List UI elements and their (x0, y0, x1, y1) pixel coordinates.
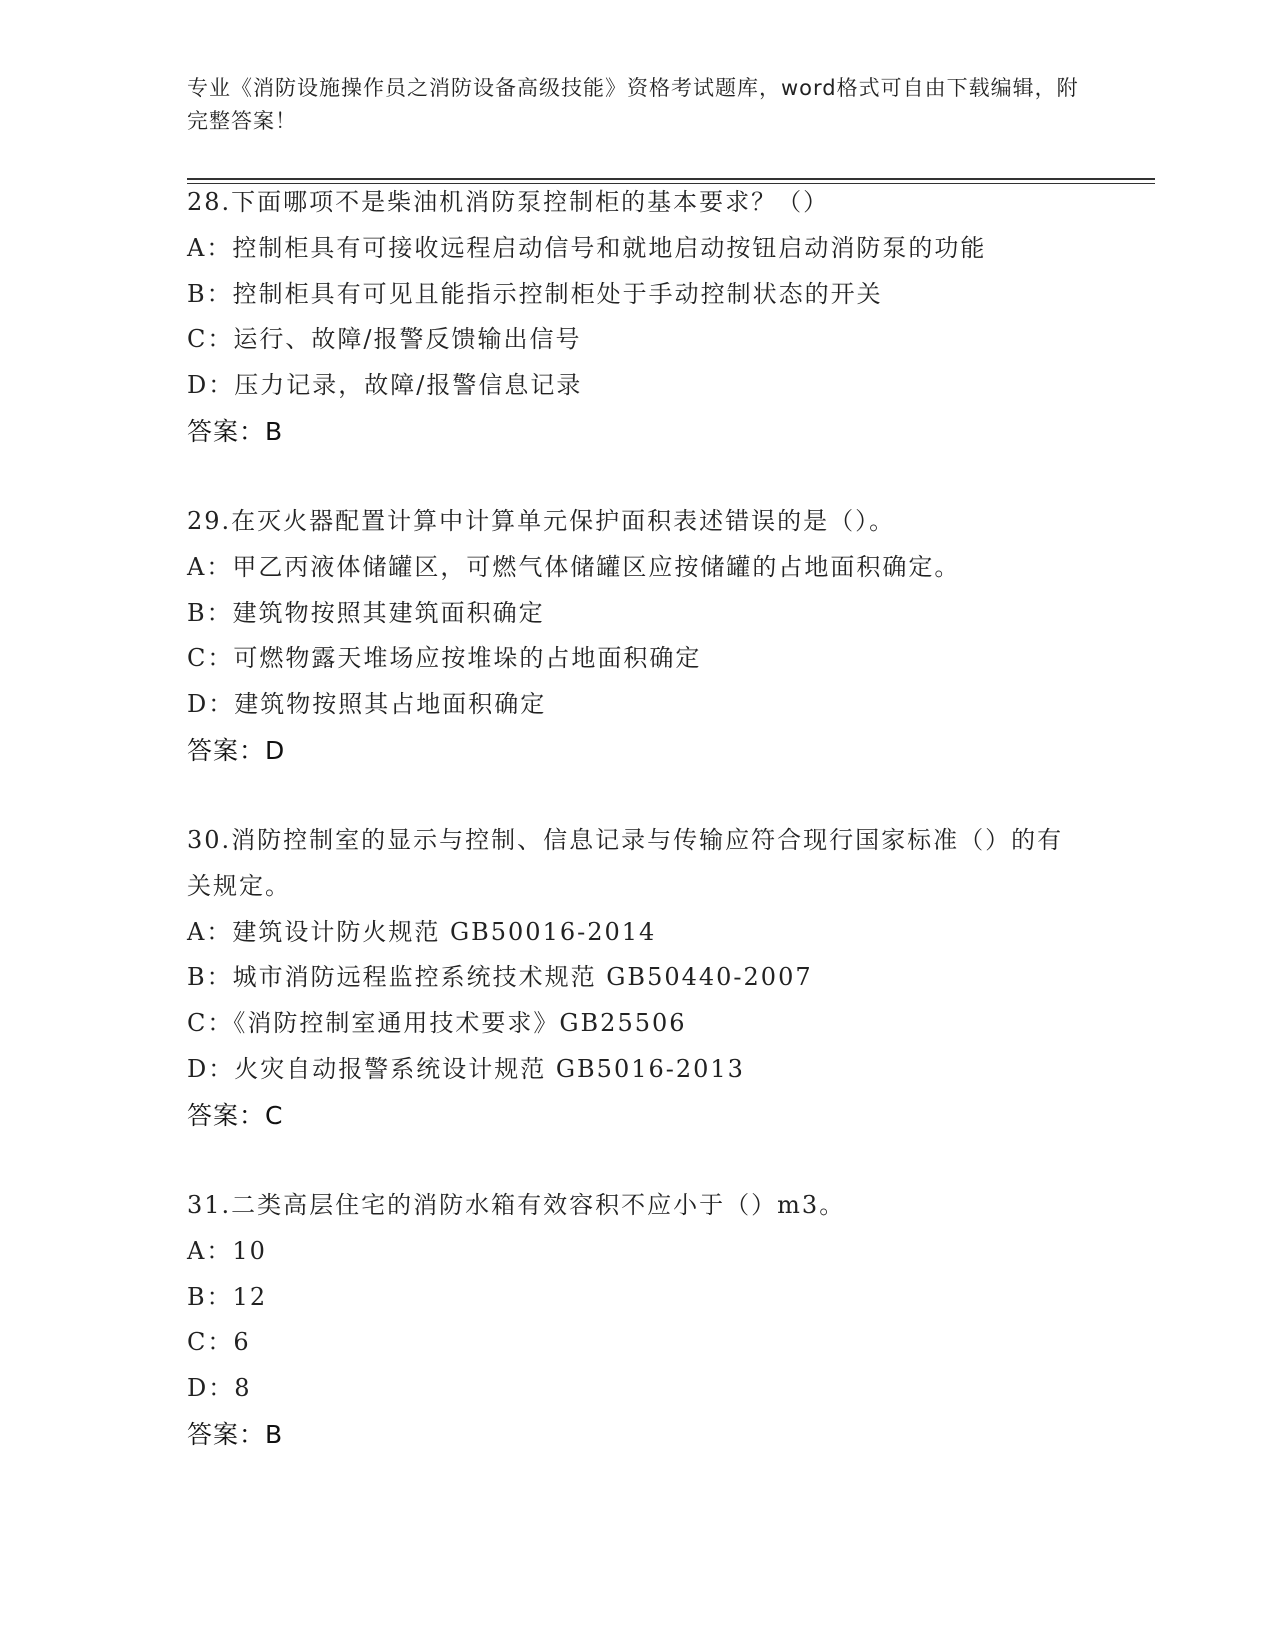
option-c: C：运行、故障/报警反馈输出信号 (187, 325, 582, 354)
option-b: B：建筑物按照其建筑面积确定 (187, 598, 545, 627)
question-stem: 29.在灭火器配置计算中计算单元保护面积表述错误的是（）。 (187, 507, 896, 535)
answer-label: 答案：B (187, 1419, 284, 1449)
option-c: C：可燃物露天堆场应按堆垛的占地面积确定 (187, 644, 702, 673)
option-b: B：12 (187, 1282, 268, 1311)
answer-label: 答案：D (187, 735, 286, 765)
answer-label: 答案：C (187, 1100, 284, 1130)
question-31 (187, 1183, 1087, 1458)
question-30 (187, 818, 1087, 1139)
option-d: D：火灾自动报警系统设计规范 GB5016-2013 (187, 1054, 745, 1083)
question-28 (187, 180, 1087, 455)
option-d: D：建筑物按照其占地面积确定 (187, 690, 547, 719)
document-header: 专业《消防设施操作员之消防设备高级技能》资格考试题库，word格式可自由下载编辑，附完整答案！ (187, 76, 1079, 133)
option-a: A：10 (187, 1236, 267, 1265)
question-29 (187, 499, 1087, 774)
option-d: D：8 (187, 1374, 252, 1403)
option-c: C：《消防控制室通用技术要求》GB25506 (187, 1009, 687, 1038)
option-a: A：控制柜具有可接收远程启动信号和就地启动按钮启动消防泵的功能 (187, 233, 987, 262)
option-a: A：甲乙丙液体储罐区，可燃气体储罐区应按储罐的占地面积确定。 (187, 552, 961, 581)
answer-label: 答案：B (187, 416, 284, 446)
option-a: A：建筑设计防火规范 GB50016-2014 (187, 917, 657, 946)
option-b: B：控制柜具有可见且能指示控制柜处于手动控制状态的开关 (187, 279, 883, 308)
question-stem: 31.二类高层住宅的消防水箱有效容积不应小于（）m3。 (187, 1191, 846, 1219)
option-b: B：城市消防远程监控系统技术规范 GB50440-2007 (187, 963, 813, 992)
option-d: D：压力记录，故障/报警信息记录 (187, 371, 583, 400)
question-stem: 30.消防控制室的显示与控制、信息记录与传输应符合现行国家标准（）的有关规定。 (187, 826, 1064, 900)
question-stem: 28.下面哪项不是柴油机消防泵控制柜的基本要求？（） (187, 188, 830, 216)
option-c: C：6 (187, 1328, 251, 1357)
